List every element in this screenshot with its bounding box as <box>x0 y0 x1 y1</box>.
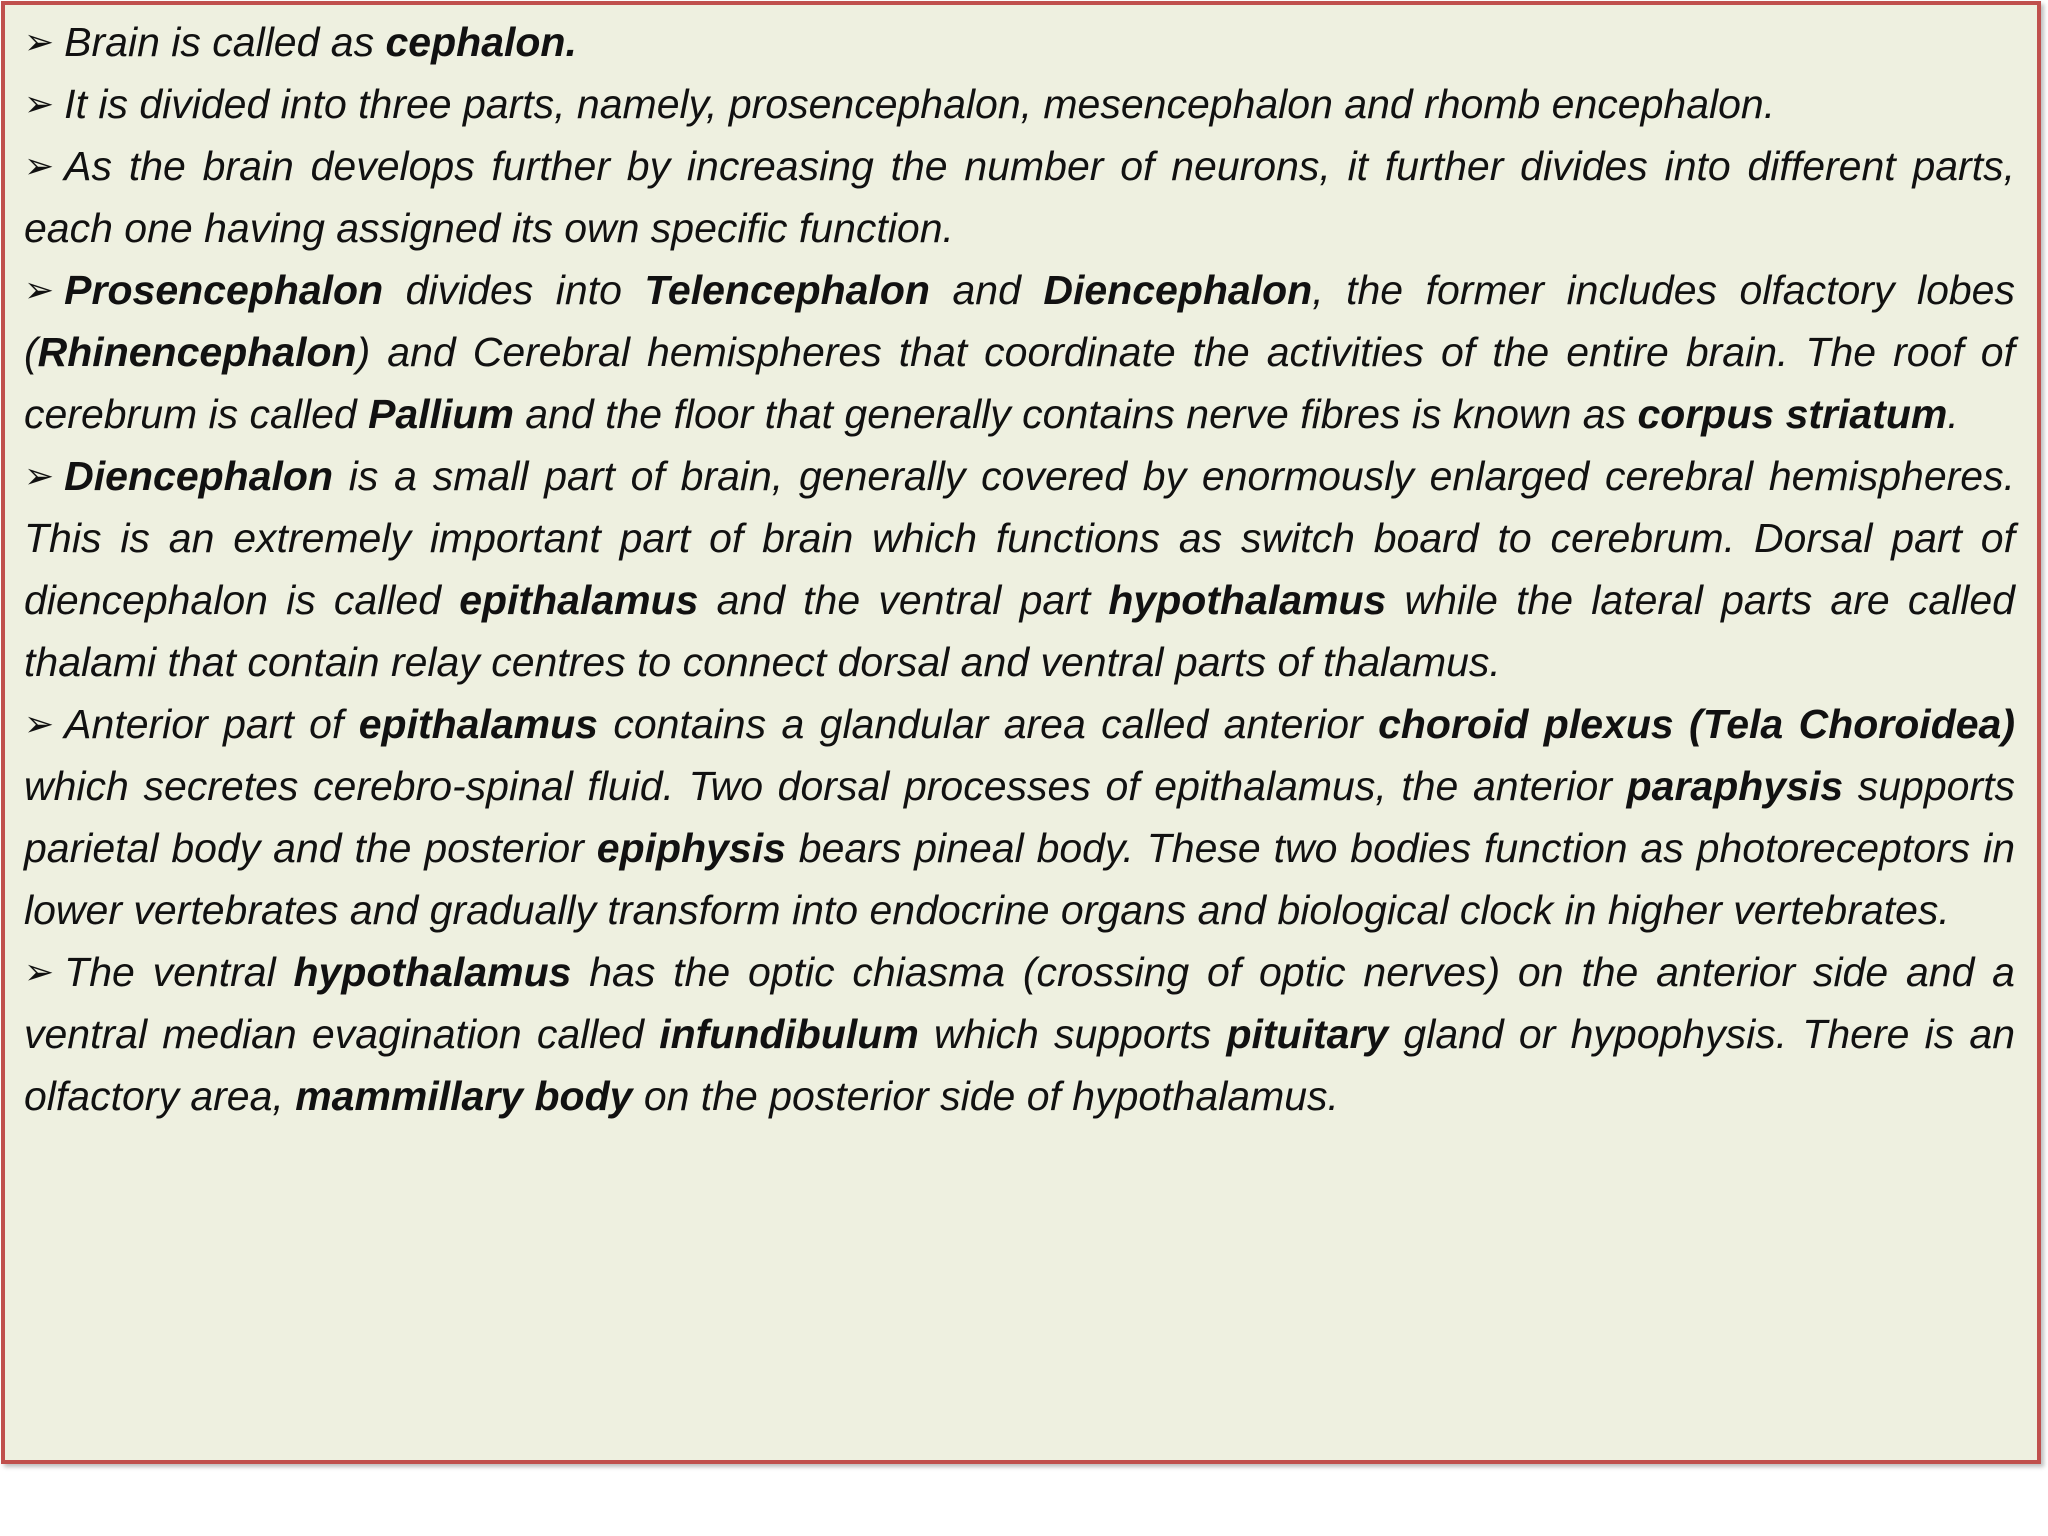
text-segment: contains a glandular area called anterior <box>597 701 1379 747</box>
arrow-bullet-icon: ➢ <box>24 951 55 992</box>
arrow-bullet-icon: ➢ <box>24 269 55 310</box>
bullet-item <box>24 135 2015 259</box>
arrow-bullet-icon: ➢ <box>24 83 55 124</box>
text-segment: is a small part of brain, generally covered by enormously enlarged cerebral hemispheres. This is an extremely important part of brain which functions as switch board to cerebrum. Dorsal part of diencephalon is called <box>24 453 2015 623</box>
text-segment: which supports <box>918 1011 1227 1057</box>
bold-term: cephalon. <box>385 19 577 65</box>
bullet-item <box>24 11 2015 73</box>
bold-term: epithalamus <box>358 701 598 747</box>
text-segment: while the lateral parts are called thalami that contain relay centres to connect dorsal and ventral parts of thalamus. <box>24 577 2015 685</box>
bullet-item <box>24 445 2015 693</box>
arrow-bullet-icon: ➢ <box>24 21 55 62</box>
bullet-item <box>24 693 2015 941</box>
slide-text-box <box>1 1 2041 1464</box>
bold-term: hypothalamus <box>1108 577 1387 623</box>
bold-term: infundibulum <box>659 1011 919 1057</box>
bold-term: Pallium <box>368 391 514 437</box>
bold-term: Prosencephalon <box>64 267 384 313</box>
arrow-bullet-icon: ➢ <box>24 455 55 496</box>
text-segment: gland or hypophysis. There is an olfactory area, <box>24 1011 2016 1119</box>
bold-term: corpus striatum <box>1637 391 1948 437</box>
bold-term: paraphysis <box>1626 763 1844 809</box>
bullet-item <box>24 259 2015 445</box>
bullet-item <box>24 73 2015 135</box>
text-segment: on the posterior side of hypothalamus. <box>632 1073 1339 1119</box>
bold-term: hypothalamus <box>293 949 572 995</box>
text-segment: The ventral <box>64 949 294 995</box>
text-segment: which secretes cerebro-spinal fluid. Two dorsal processes of epithalamus, the anterior <box>24 763 1627 809</box>
bold-term: choroid plexus (Tela Choroidea) <box>1378 701 2015 747</box>
arrow-bullet-icon: ➢ <box>24 145 55 186</box>
text-segment: Brain is called as <box>64 19 386 65</box>
text-segment: It is divided into three parts, namely, prosencephalon, mesencephalon and rhomb encephalon. <box>64 81 1776 127</box>
text-segment: Anterior part of <box>64 701 359 747</box>
text-segment: and <box>929 267 1044 313</box>
bold-term: Diencephalon <box>64 453 333 499</box>
text-segment: ) and Cerebral hemispheres that coordinate the activities of the entire brain. The roof of cerebrum is called <box>24 329 2015 437</box>
text-segment: As the brain develops further by increasing the number of neurons, it further divides into different parts, each one having assigned its own specific function. <box>24 143 2015 251</box>
bullet-list <box>24 11 2015 1127</box>
text-segment: divides into <box>383 267 645 313</box>
text-segment: bears pineal body. These two bodies function as photoreceptors in lower vertebrates and gradually transform into endocrine organs and biological clock in higher vertebrates. <box>24 825 2015 933</box>
text-segment: supports parietal body and the posterior <box>24 763 2015 871</box>
bold-term: mammillary body <box>295 1073 633 1119</box>
text-segment: has the optic chiasma (crossing of optic nerves) on the anterior side and a ventral median evagination called <box>24 949 2015 1057</box>
bold-term: epithalamus <box>459 577 699 623</box>
text-segment: and the ventral part <box>698 577 1109 623</box>
bold-term: pituitary <box>1226 1011 1389 1057</box>
bold-term: Rhinencephalon <box>37 329 357 375</box>
text-segment: and the floor that generally contains nerve fibres is known as <box>513 391 1638 437</box>
bullet-item <box>24 941 2015 1127</box>
arrow-bullet-icon: ➢ <box>24 703 55 744</box>
bold-term: Telencephalon <box>644 267 930 313</box>
bold-term: Diencephalon <box>1043 267 1313 313</box>
bold-term: epiphysis <box>596 825 786 871</box>
text-segment: , the former includes olfactory lobes ( <box>24 267 2015 375</box>
text-segment: . <box>1947 391 1959 437</box>
